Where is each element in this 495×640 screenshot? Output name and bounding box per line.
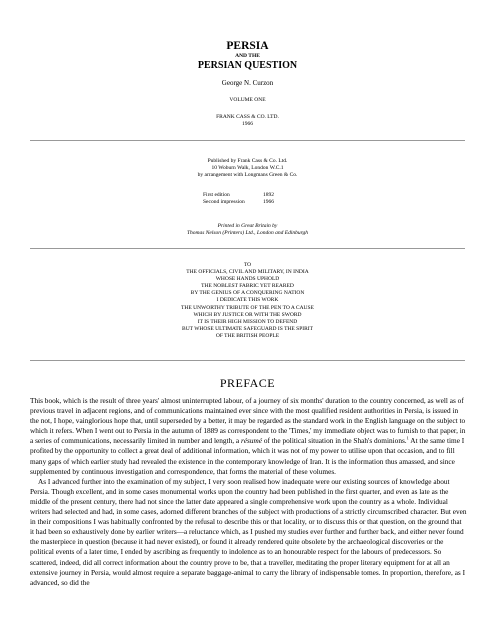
book-subtitle: PERSIAN QUESTION bbox=[197, 60, 298, 71]
author-name: George N. Curzon bbox=[221, 79, 274, 87]
book-title: PERSIA bbox=[226, 40, 269, 52]
publisher-line: Published by Frank Cass & Co. Ltd. bbox=[207, 158, 288, 164]
edition-info bbox=[203, 192, 323, 206]
dedication-line: WHICH BY JUSTICE OR WITH THE SWORD bbox=[193, 311, 302, 318]
printer-name: Thomas Nelson (Printers) Ltd., London and Edinburgh bbox=[186, 230, 309, 236]
title-connector: AND THE bbox=[235, 53, 260, 59]
preface-heading: PREFACE bbox=[219, 376, 276, 390]
second-impression-label: Second impression bbox=[203, 199, 245, 205]
divider bbox=[30, 248, 465, 249]
dedication-line: THE NOBLEST FABRIC YET REARED bbox=[201, 283, 294, 290]
preface-body bbox=[30, 396, 467, 588]
publisher-name: FRANK CASS & CO. LTD. bbox=[216, 114, 279, 120]
dedication-line: IT IS THEIR HIGH MISSION TO DEFEND bbox=[197, 318, 298, 325]
dedication-line: THE UNWORTHY TRIBUTE OF THE PEN TO A CAUSE bbox=[181, 304, 314, 311]
publisher-address: 10 Woburn Walk, London W.C.1 bbox=[211, 165, 284, 171]
arrangement-line: by arrangement with Longmans Green & Co. bbox=[197, 172, 298, 178]
dedication-line: BUT WHOSE ULTIMATE SAFEGUARD IS THE SPIRIT bbox=[182, 325, 313, 332]
first-edition-year: 1892 bbox=[263, 192, 274, 198]
first-edition-label: First edition bbox=[203, 192, 230, 198]
dedication-line: WHOSE HANDS UPHOLD bbox=[215, 276, 280, 283]
volume-label: VOLUME ONE bbox=[229, 97, 266, 103]
dedication-line: OF THE BRITISH PEOPLE bbox=[215, 332, 280, 339]
dedication bbox=[0, 262, 495, 340]
dedication-line: BY THE GENIUS OF A CONQUERING NATION bbox=[190, 290, 305, 297]
preface-paragraph: As I advanced further into the examination of my subject, I very soon realised how inadequate were our existing sources of knowledge about Persia. Though excellent, and in some cases monumental works upon the country had been published in the first quarter, and even as late as the middle of the present century, there had not since the latter date appeared a single comprehensive work upon the country as a whole. Individual writers had selected and had, in some cases, adorned different branches of the subject with productions of a strictly circumscribed character. But even in their compositions I was habitually confronted by the refusal to describe this or that locality, or to discuss this or that question, on the ground that it had been so exhaustively done by earlier writers—a reluctance which, as I pushed my studies ever further and further back, and either never found the masterpiece in question (because it had never existed), or found it already rendered quite obsolete by the archaeological discoveries or the political events of a later time, I ended by ascribing as frequently to indolence as to an honourable respect for the labours of predecessors. So scattered, indeed, did all correct information about the country prove to be, that a traveller, meditating the proper literary equipment for at all an extensive journey in Persia, would almost require a separate baggage-animal to carry the library of indispensable tomes. In proportion, therefore, as I advanced, so did the bbox=[30, 476, 467, 587]
footnote-ref[interactable]: 1 bbox=[406, 435, 409, 441]
divider bbox=[30, 360, 465, 361]
dedication-line: TO bbox=[243, 262, 252, 268]
divider bbox=[30, 140, 465, 141]
printer-line: Printed in Great Britain by bbox=[217, 223, 278, 229]
preface-paragraph: This book, which is the result of three years' almost uninterrupted labour, of a journey of six months' duration to the country concerned, as well as of previous travel in adjacent regions, and of communications maintained ever since with the most qualified resident authorities in Persia, is issued in the not, I hope, vainglorious hope that, until superseded by a better, it may be regarded as the standard work in the English language on the subject to which it refers. When I went out to Persia in the autumn of 1889 as correspondent to the 'Times,' my immediate object was to furnish to that paper, in a series of communications, necessarily limited in number and length, a résumé of the political situation in the Shah's dominions.$^1$ At the same time I profited by the opportunity to collect a great deal of additional information, which it was not of my power to utilise upon that occasion, and to fill many gaps of which earlier study had revealed the existence in the contemporary knowledge of Iran. It is the information thus amassed, and since supplemented by continuous investigation and correspondence, that forms the material of these volumes. bbox=[30, 396, 466, 476]
publication-year: 1966 bbox=[242, 121, 253, 127]
dedication-line: THE OFFICIALS, CIVIL AND MILITARY, IN INDIA bbox=[186, 269, 309, 276]
second-impression-year: 1966 bbox=[263, 199, 274, 205]
dedication-line: I DEDICATE THIS WORK bbox=[216, 297, 279, 304]
